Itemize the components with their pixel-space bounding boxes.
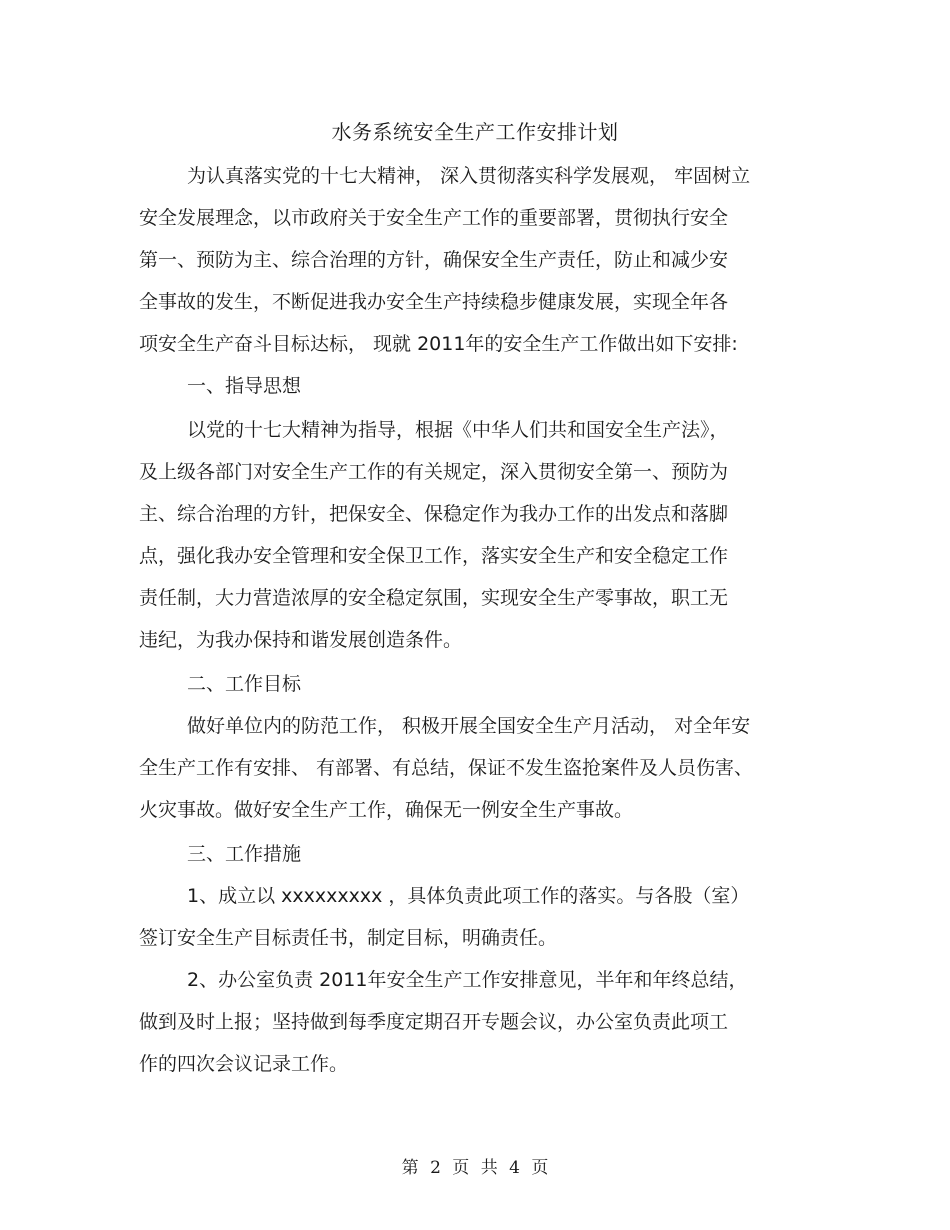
paragraph-line: 作的四次会议记录工作。 (139, 1053, 349, 1075)
paragraph-line: 以党的十七大精神为指导，根据《中华人们共和国安全生产法》， (187, 419, 729, 441)
paragraph-line: 做好单位内的防范工作， 积极开展全国安全生产月活动， 对全年安 (187, 715, 751, 737)
paragraph-line: 主、综合治理的方针，把保安全、保稳定作为我办工作的出发点和落脚 (139, 503, 729, 525)
paragraph-line: 违纪，为我办保持和谐发展创造条件。 (139, 629, 463, 651)
document-title: 水务系统安全生产工作安排计划 (331, 120, 619, 144)
paragraph-line: 签订安全生产目标责任书，制定目标，明确责任。 (139, 927, 558, 949)
paragraph-line: 安全发展理念，以市政府关于安全生产工作的重要部署，贯彻执行安全 (139, 207, 729, 229)
paragraph-line: 全生产工作有安排、 有部署、有总结，保证不发生盗抢案件及人员伤害、 (139, 757, 754, 779)
paragraph-line: 1、成立以 xxxxxxxxx ，具体负责此项工作的落实。与各股（室） (187, 885, 750, 907)
section-heading: 一、指导思想 (187, 375, 302, 397)
page-number-footer: 第 2 页 共 4 页 (401, 1158, 549, 1178)
section-heading: 二、工作目标 (187, 673, 302, 695)
paragraph-line: 为认真落实党的十七大精神， 深入贯彻落实科学发展观， 牢固树立 (187, 165, 751, 187)
paragraph-line: 火灾事故。做好安全生产工作，确保无一例安全生产事故。 (139, 799, 634, 821)
paragraph-line: 及上级各部门对安全生产工作的有关规定，深入贯彻安全第一、预防为 (139, 461, 729, 483)
paragraph-line: 责任制，大力营造浓厚的安全稳定氛围，实现安全生产零事故，职工无 (139, 587, 729, 609)
section-heading: 三、工作措施 (187, 843, 302, 865)
paragraph-line: 项安全生产奋斗目标达标， 现就 2011年的安全生产工作做出如下安排: (139, 333, 738, 355)
paragraph-line: 做到及时上报；坚持做到每季度定期召开专题会议，办公室负责此项工 (139, 1011, 729, 1033)
paragraph-line: 点，强化我办安全管理和安全保卫工作，落实安全生产和安全稳定工作 (139, 545, 729, 567)
paragraph-line: 第一、预防为主、综合治理的方针，确保安全生产责任，防止和减少安 (139, 249, 729, 271)
paragraph-line: 2、办公室负责 2011年安全生产工作安排意见，半年和年终总结， (187, 969, 748, 991)
paragraph-line: 全事故的发生，不断促进我办安全生产持续稳步健康发展，实现全年各 (139, 291, 729, 313)
